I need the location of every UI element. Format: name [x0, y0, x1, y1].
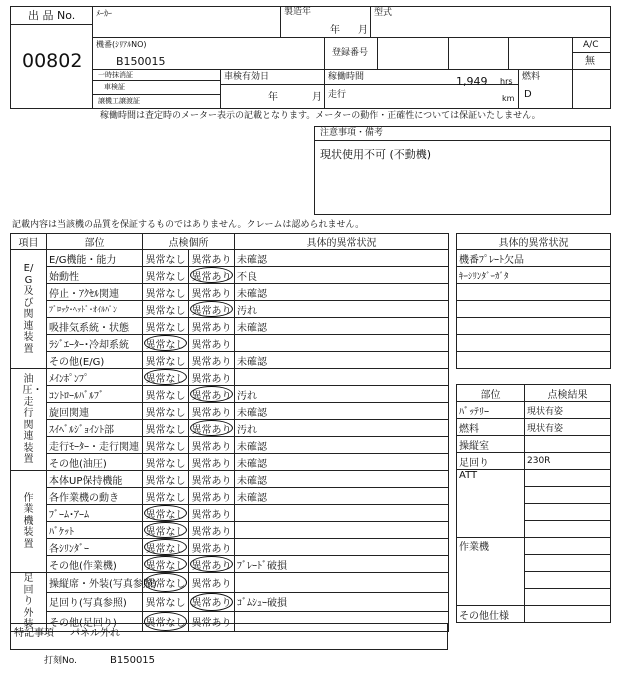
- ng-option: [189, 250, 235, 267]
- ok-label: 異常なし: [145, 356, 186, 368]
- ng-option: [189, 403, 235, 420]
- detail-cell: [235, 573, 449, 593]
- ng-label: 異常あり: [191, 254, 232, 266]
- ng-circle-mark: [190, 556, 233, 572]
- abnormal-item: ｷｰｼﾘﾝﾀﾞｰｶﾞﾀ: [457, 267, 611, 284]
- detail-cell: 未確認: [235, 471, 449, 488]
- category-label: E/G及び関連装置: [23, 263, 34, 355]
- abnormal-table: [456, 233, 611, 369]
- expiry-year-unit: 年: [268, 92, 278, 103]
- ng-label: 異常あり: [191, 560, 232, 572]
- model-label: 型式: [374, 8, 393, 18]
- col-detail: 具体的異常状況: [235, 234, 449, 250]
- maker-label: ﾒｰｶｰ: [96, 9, 112, 18]
- table-row: [11, 284, 449, 301]
- table-row: [11, 522, 449, 539]
- ng-label: 異常あり: [191, 356, 232, 368]
- ok-option: [143, 420, 189, 437]
- ng-label: 異常あり: [191, 305, 232, 317]
- table-row: [11, 386, 449, 403]
- table-row: [11, 556, 449, 573]
- ok-option: [143, 369, 189, 386]
- ok-circle-mark: [144, 369, 187, 385]
- ng-label: 異常あり: [191, 271, 232, 283]
- undercarriage-value: 230R: [525, 453, 611, 470]
- ok-label: 異常なし: [145, 578, 186, 590]
- part-cell: ｽｲﾍﾞﾙｼﾞｮｲﾝﾄ部: [47, 420, 143, 437]
- ok-circle-mark: [144, 335, 187, 351]
- detail-cell: ｺﾞﾑｼｭｰ破損: [235, 592, 449, 612]
- part-cell: 旋回関連: [47, 403, 143, 420]
- work-label: 作業機: [457, 538, 525, 606]
- part-cell: 吸排気系統・状態: [47, 318, 143, 335]
- ok-label: 異常なし: [145, 492, 186, 504]
- table-row: [11, 267, 449, 284]
- ok-option: [143, 403, 189, 420]
- detail-cell: 汚れ: [235, 301, 449, 318]
- ng-option: [189, 284, 235, 301]
- ok-option: [143, 250, 189, 267]
- detail-cell: 汚れ: [235, 420, 449, 437]
- battery-label: ﾊﾞｯﾃﾘｰ: [457, 402, 525, 419]
- ok-label: 異常なし: [145, 598, 186, 610]
- detail-cell: 未確認: [235, 437, 449, 454]
- other-spec-label: その他仕様: [457, 606, 525, 623]
- inspection-expiry-label: 車検有効日: [224, 72, 270, 82]
- ng-option: [189, 386, 235, 403]
- ok-option: [143, 437, 189, 454]
- table-row: [11, 573, 449, 593]
- ok-option: [143, 352, 189, 369]
- hours-disclaimer: 稼働時間は査定時のメーター表示の記載となります。メーターの動作・正確性については保証いたしません。: [100, 111, 541, 121]
- serial-label: 機番(ｼﾘｱﾙNO): [96, 40, 147, 49]
- col-part: 部位: [47, 234, 143, 250]
- year-unit: 年: [330, 25, 340, 36]
- ng-label: 異常あり: [191, 441, 232, 453]
- fuel-value: D: [524, 89, 532, 100]
- results-col-part: 部位: [457, 385, 525, 402]
- detail-cell: [235, 539, 449, 556]
- ng-option: [189, 505, 235, 522]
- part-cell: 足回り(写真参照): [47, 592, 143, 612]
- ok-option: [143, 301, 189, 318]
- category-label: 油圧・走行関連装置: [22, 373, 43, 465]
- table-row: [11, 318, 449, 335]
- ok-option: [143, 335, 189, 352]
- ok-label: 異常なし: [145, 475, 186, 487]
- ng-option: [189, 471, 235, 488]
- part-cell: その他(油圧): [47, 454, 143, 471]
- distance-label: 走行: [328, 90, 347, 100]
- ng-label: 異常あり: [191, 526, 232, 538]
- ng-label: 異常あり: [191, 543, 232, 555]
- ac-label: A/C: [583, 40, 599, 50]
- ng-option: [189, 369, 235, 386]
- ok-option: [143, 505, 189, 522]
- ng-circle-mark: [190, 593, 233, 612]
- results-col-result: 点検結果: [525, 385, 611, 402]
- ok-option: [143, 556, 189, 573]
- hours-value: 1,949: [456, 75, 488, 88]
- ok-option: [143, 386, 189, 403]
- detail-cell: [235, 505, 449, 522]
- ng-label: 異常あり: [191, 373, 232, 385]
- serial-value: B150015: [116, 55, 166, 68]
- category-label: 作業機装置: [23, 492, 34, 550]
- ok-circle-mark: [144, 573, 187, 592]
- inspection-table: [10, 233, 449, 632]
- ng-option: [189, 318, 235, 335]
- ng-label: 異常あり: [191, 407, 232, 419]
- ok-label: 異常なし: [145, 288, 186, 300]
- ng-option: [189, 573, 235, 593]
- ok-label: 異常なし: [145, 526, 186, 538]
- table-row: [11, 369, 449, 386]
- ok-label: 異常なし: [145, 407, 186, 419]
- ok-label: 異常なし: [145, 390, 186, 402]
- ng-label: 異常あり: [191, 617, 232, 629]
- ok-circle-mark: [144, 539, 187, 555]
- detail-cell: [235, 335, 449, 352]
- detail-cell: 未確認: [235, 250, 449, 267]
- ng-label: 異常あり: [191, 509, 232, 521]
- table-row: [11, 454, 449, 471]
- ng-option: [189, 454, 235, 471]
- ok-option: [143, 573, 189, 593]
- detail-cell: ﾌﾞﾚｰﾄﾞ破損: [235, 556, 449, 573]
- ng-circle-mark: [190, 420, 233, 436]
- item-no-value: 00802: [22, 50, 83, 72]
- part-cell: 始動性: [47, 267, 143, 284]
- detail-cell: 汚れ: [235, 386, 449, 403]
- table-row: [11, 420, 449, 437]
- category-label: 足回り外装: [23, 573, 34, 630]
- detail-cell: 未確認: [235, 318, 449, 335]
- table-row: [11, 352, 449, 369]
- special-notes-value: パネル外れ: [70, 628, 120, 639]
- part-cell: ﾌﾞﾛｯｸ･ﾍｯﾄﾞ･ｵｲﾙﾊﾟﾝ: [47, 301, 143, 318]
- table-row: [11, 505, 449, 522]
- battery-value: 現状有姿: [525, 402, 611, 419]
- ng-option: [189, 352, 235, 369]
- part-cell: ﾊﾞｹｯﾄ: [47, 522, 143, 539]
- part-cell: その他(作業機): [47, 556, 143, 573]
- detail-cell: [235, 522, 449, 539]
- hours-unit: hrs: [500, 77, 513, 86]
- part-cell: ﾌﾞｰﾑ･ｱｰﾑ: [47, 505, 143, 522]
- inspection-cert-label: 車検証: [104, 83, 125, 91]
- ok-label: 異常なし: [145, 441, 186, 453]
- part-cell: 走行ﾓｰﾀｰ・走行関連: [47, 437, 143, 454]
- detail-cell: 未確認: [235, 284, 449, 301]
- detail-cell: 未確認: [235, 403, 449, 420]
- detail-cell: [235, 369, 449, 386]
- ok-option: [143, 522, 189, 539]
- remarks-value: 現状使用不可 (不動機): [320, 148, 432, 161]
- part-cell: 停止・ｱｸｾﾙ関連: [47, 284, 143, 301]
- ng-option: [189, 420, 235, 437]
- ok-option: [143, 539, 189, 556]
- part-cell: その他(E/G): [47, 352, 143, 369]
- table-row: [11, 335, 449, 352]
- part-cell: ｺﾝﾄﾛｰﾙﾊﾞﾙﾌﾞ: [47, 386, 143, 403]
- ng-label: 異常あり: [191, 475, 232, 487]
- undercarriage-label: 足回り: [457, 453, 525, 470]
- ng-label: 異常あり: [191, 390, 232, 402]
- table-row: [11, 403, 449, 420]
- col-item: 項目: [11, 234, 47, 250]
- table-row: [11, 471, 449, 488]
- expiry-month-unit: 月: [312, 92, 322, 103]
- month-unit: 月: [358, 25, 368, 36]
- ok-option: [143, 318, 189, 335]
- distance-unit: km: [502, 94, 515, 103]
- ng-option: [189, 437, 235, 454]
- ok-label: 異常なし: [145, 458, 186, 470]
- fuel-result-label: 燃料: [457, 419, 525, 436]
- ok-label: 異常なし: [145, 543, 186, 555]
- hours-label: 稼働時間: [328, 72, 365, 82]
- abnormal-item: 機番ﾌﾟﾚｰﾄ欠品: [457, 250, 611, 267]
- special-notes-label: 特記事項: [14, 628, 54, 639]
- ng-label: 異常あり: [191, 424, 232, 436]
- ok-label: 異常なし: [145, 509, 186, 521]
- ng-circle-mark: [190, 301, 233, 317]
- part-cell: 各作業機の動き: [47, 488, 143, 505]
- part-cell: ﾗｼﾞｴｰﾀｰ･冷却系統: [47, 335, 143, 352]
- ng-option: [189, 267, 235, 284]
- table-row: [11, 301, 449, 318]
- cab-label: 操縦室: [457, 436, 525, 453]
- ok-option: [143, 592, 189, 612]
- ok-option: [143, 488, 189, 505]
- fuel-label: 燃料: [522, 72, 541, 82]
- ok-label: 異常なし: [145, 322, 186, 334]
- ng-circle-mark: [190, 386, 233, 402]
- ng-option: [189, 301, 235, 318]
- col-point: 点検個所: [143, 234, 235, 250]
- ng-circle-mark: [190, 267, 233, 283]
- table-row: [11, 539, 449, 556]
- ng-label: 異常あり: [191, 322, 232, 334]
- ng-label: 異常あり: [191, 578, 232, 590]
- ng-label: 異常あり: [191, 458, 232, 470]
- ok-option: [143, 284, 189, 301]
- remarks-label: 注意事項・備考: [320, 128, 384, 138]
- year-label: 製造年: [284, 7, 312, 17]
- ng-option: [189, 556, 235, 573]
- ng-label: 異常あり: [191, 339, 232, 351]
- ok-option: [143, 471, 189, 488]
- ok-label: 異常なし: [145, 560, 186, 572]
- table-row: [11, 250, 449, 267]
- category-cell: [11, 471, 47, 573]
- ok-circle-mark: [144, 505, 187, 521]
- reg-no-label: 登録番号: [332, 48, 369, 58]
- detail-cell: 未確認: [235, 352, 449, 369]
- ok-label: 異常なし: [145, 373, 186, 385]
- fuel-result-value: 現状有姿: [525, 419, 611, 436]
- part-cell: その他(足回り): [47, 612, 143, 632]
- ng-option: [189, 592, 235, 612]
- ok-option: [143, 267, 189, 284]
- results-table: [456, 384, 611, 623]
- ng-option: [189, 335, 235, 352]
- part-cell: 操縦席・外装(写真参照): [47, 573, 143, 593]
- abnormal-header: 具体的異常状況: [457, 234, 611, 250]
- ok-label: 異常なし: [145, 271, 186, 283]
- ok-circle-mark: [144, 556, 187, 572]
- item-no-label: 出 品 No.: [28, 9, 76, 22]
- table-row: [11, 592, 449, 612]
- ok-label: 異常なし: [145, 305, 186, 317]
- ng-option: [189, 522, 235, 539]
- ng-label: 異常あり: [191, 492, 232, 504]
- part-cell: 本体UP保持機能: [47, 471, 143, 488]
- ok-label: 異常なし: [145, 254, 186, 266]
- temp-cert-label: 一時抹消証: [98, 71, 133, 79]
- ok-label: 異常なし: [145, 617, 186, 629]
- category-cell: [11, 369, 47, 471]
- ng-label: 異常あり: [191, 598, 232, 610]
- detail-cell: 不良: [235, 267, 449, 284]
- att-label: ATT: [457, 470, 525, 538]
- ok-label: 異常なし: [145, 339, 186, 351]
- transfer-cert-label: 譲機工譲渡証: [98, 97, 140, 105]
- stamp-value: B150015: [110, 655, 156, 666]
- part-cell: ﾒｲﾝﾎﾟﾝﾌﾟ: [47, 369, 143, 386]
- category-cell: [11, 250, 47, 369]
- stamp-label: 打刻No.: [44, 656, 77, 666]
- ac-value: 無: [585, 56, 595, 67]
- part-cell: E/G機能・能力: [47, 250, 143, 267]
- ok-circle-mark: [144, 522, 187, 538]
- ng-label: 異常あり: [191, 288, 232, 300]
- detail-cell: 未確認: [235, 488, 449, 505]
- ng-option: [189, 488, 235, 505]
- part-cell: 各ｼﾘﾝﾀﾞｰ: [47, 539, 143, 556]
- ok-option: [143, 454, 189, 471]
- ok-label: 異常なし: [145, 424, 186, 436]
- table-row: [11, 437, 449, 454]
- ng-option: [189, 539, 235, 556]
- quality-disclaimer: 記載内容は当該機の品質を保証するものではありません。クレームは認められません。: [12, 220, 365, 230]
- detail-cell: 未確認: [235, 454, 449, 471]
- table-row: [11, 488, 449, 505]
